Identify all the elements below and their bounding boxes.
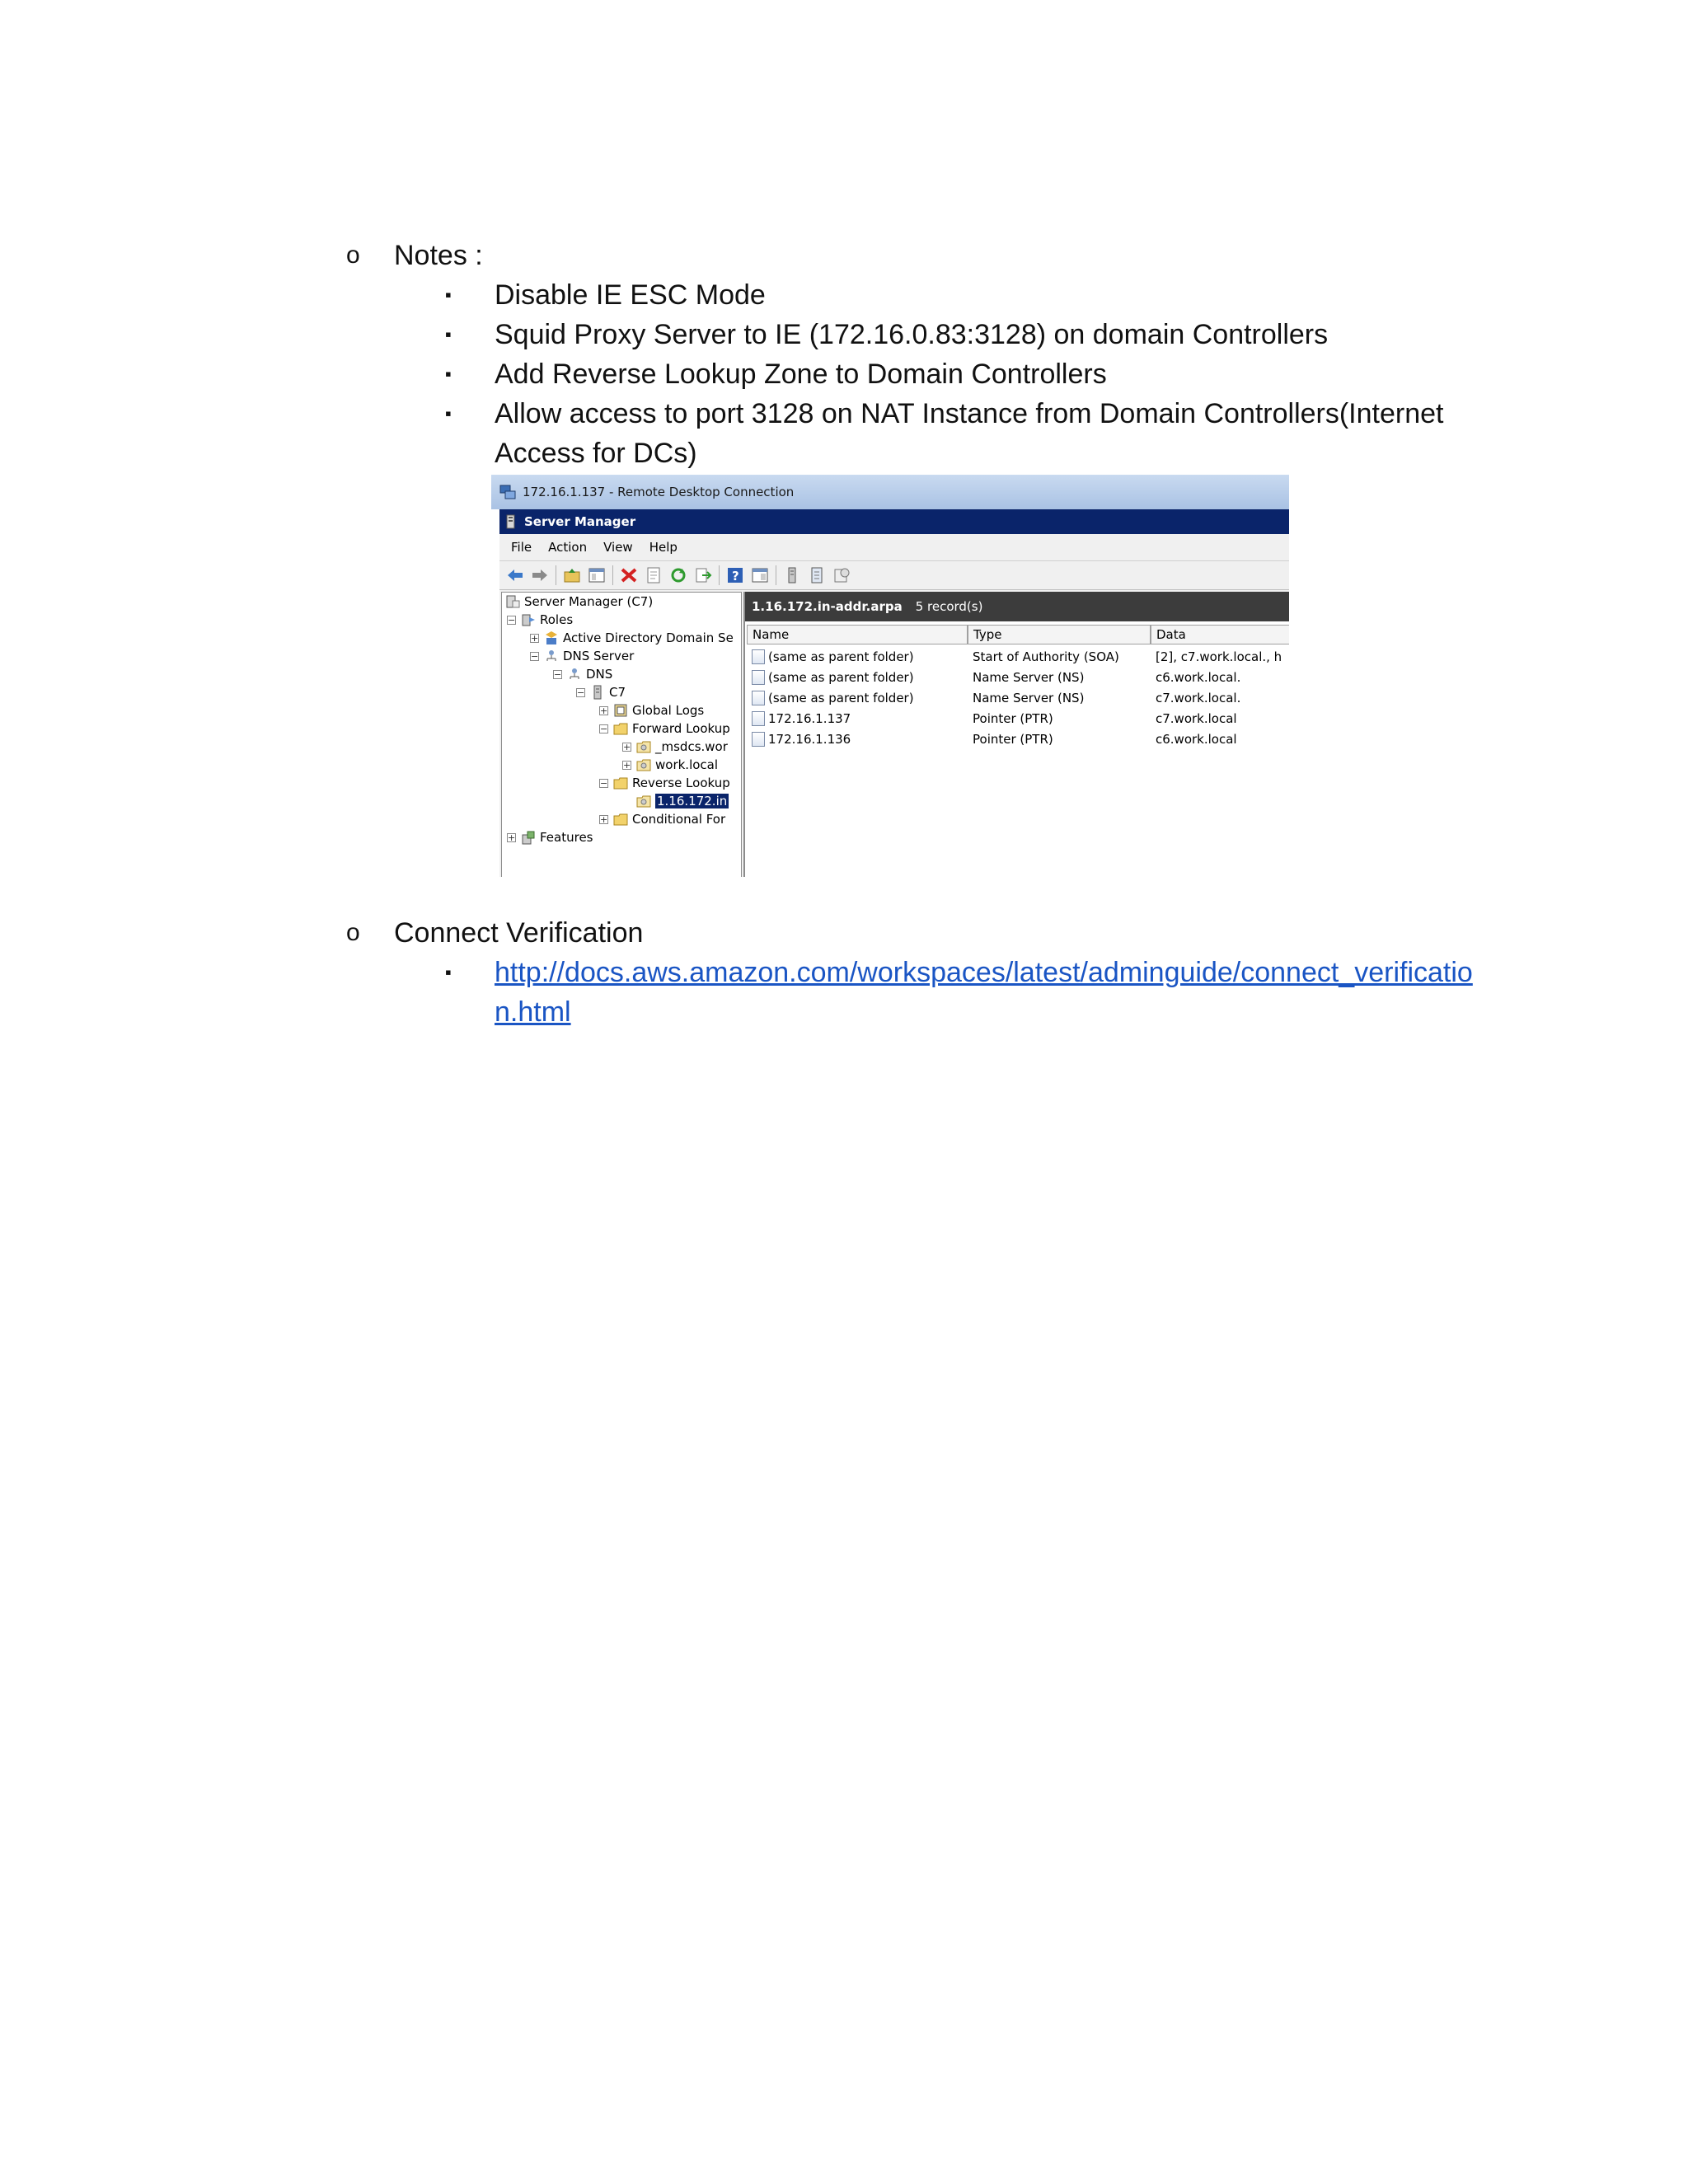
bullet: ▪ <box>445 324 452 344</box>
tree-node-label-selected: 1.16.172.in <box>657 794 728 808</box>
zone-icon <box>636 794 651 808</box>
table-row[interactable] <box>745 708 1289 729</box>
collapse-toggle[interactable]: − <box>600 723 608 734</box>
note-item-text: Disable IE ESC Mode <box>495 279 766 311</box>
list-marker: o <box>346 241 360 269</box>
tree-node-conditional-forwarders[interactable] <box>599 810 725 828</box>
record-name: 172.16.1.137 <box>768 710 851 726</box>
record-name: (same as parent folder) <box>768 649 914 664</box>
dns-server-icon <box>544 649 559 663</box>
menu-bar <box>499 536 1289 559</box>
server-manager-titlebar <box>499 509 1289 534</box>
record-data: c7.work.local. <box>1156 690 1241 705</box>
action-pane-icon[interactable] <box>751 566 769 584</box>
tree-node-msdcs[interactable] <box>622 738 728 756</box>
svg-text:?: ? <box>732 569 739 583</box>
refresh-icon[interactable] <box>669 566 687 584</box>
column-header-data[interactable] <box>1151 625 1289 644</box>
tree-node-server-manager[interactable] <box>505 593 653 611</box>
server-icon[interactable] <box>783 566 801 584</box>
tree-node-reverse-zone[interactable] <box>622 792 729 810</box>
record-data: c6.work.local. <box>1156 669 1241 685</box>
column-label: Name <box>753 627 790 642</box>
tree-node-active-directory[interactable] <box>530 629 734 647</box>
column-header-type[interactable] <box>968 625 1151 644</box>
collapse-toggle[interactable]: − <box>577 687 585 698</box>
list-marker: o <box>346 919 360 946</box>
up-folder-icon[interactable] <box>563 566 581 584</box>
server-manager-icon <box>504 514 519 529</box>
note-item-text: Squid Proxy Server to IE (172.16.0.83:3128) on domain Controllers <box>495 319 1329 350</box>
export-list-icon[interactable] <box>694 566 712 584</box>
record-name: 172.16.1.136 <box>768 731 851 747</box>
console-tree <box>501 592 742 877</box>
column-label: Data <box>1156 627 1186 642</box>
tree-node-features[interactable] <box>507 828 593 846</box>
tree-node-label: Server Manager (C7) <box>524 594 654 609</box>
record-type: Start of Authority (SOA) <box>973 649 1119 664</box>
record-icon <box>752 670 765 685</box>
remote-desktop-icon <box>499 484 516 500</box>
tree-node-label: Active Directory Domain Se <box>563 630 734 645</box>
record-name: (same as parent folder) <box>768 690 914 705</box>
toolbar-divider <box>612 565 613 585</box>
record-data: c7.work.local <box>1156 710 1237 726</box>
zone-icon <box>636 757 651 772</box>
delete-icon[interactable] <box>620 566 638 584</box>
record-icon[interactable] <box>832 566 851 584</box>
tree-node-dns-server[interactable] <box>530 647 634 665</box>
record-icon <box>752 691 765 705</box>
tree-node-label: _msdcs.wor <box>655 739 728 754</box>
tree-node-forward-lookup[interactable] <box>599 719 730 738</box>
expand-toggle[interactable]: + <box>600 813 608 825</box>
table-row[interactable] <box>745 667 1289 687</box>
note-item-text: Add Reverse Lookup Zone to Domain Controllers <box>495 359 1107 390</box>
features-icon <box>521 830 536 845</box>
toolbar-divider <box>719 565 720 585</box>
expand-toggle[interactable]: + <box>600 705 608 716</box>
menu-action[interactable]: Action <box>548 540 588 555</box>
tree-node-global-logs[interactable] <box>599 701 704 719</box>
rdp-titlebar <box>491 475 1289 509</box>
record-type: Name Server (NS) <box>973 690 1085 705</box>
help-icon[interactable] <box>726 566 744 584</box>
folder-icon <box>613 776 628 790</box>
record-icon <box>752 711 765 726</box>
roles-icon <box>521 612 536 627</box>
app-title: Server Manager <box>524 514 636 529</box>
back-arrow-icon[interactable] <box>506 566 524 584</box>
results-header <box>745 592 1289 621</box>
tree-node-roles[interactable] <box>507 611 573 629</box>
properties-icon[interactable] <box>645 566 663 584</box>
rdp-title-text: 172.16.1.137 - Remote Desktop Connection <box>523 485 795 499</box>
bullet: ▪ <box>445 962 452 982</box>
collapse-toggle[interactable]: − <box>531 650 539 662</box>
note-item-text: Allow access to port 3128 on NAT Instance from Domain Controllers(Internet Access for DCs) <box>495 398 1444 469</box>
tree-node-label: Conditional For <box>632 812 726 827</box>
bullet: ▪ <box>445 363 452 384</box>
zone-icon <box>636 739 651 754</box>
expand-toggle[interactable]: + <box>508 832 516 843</box>
tree-node-label: DNS <box>586 667 613 682</box>
notes-label: Notes : <box>394 240 483 271</box>
tree-node-dns[interactable] <box>553 665 612 683</box>
collapse-toggle[interactable]: − <box>508 614 516 626</box>
server-manager-icon <box>505 594 520 609</box>
menu-view[interactable]: View <box>603 540 633 555</box>
connect-verification-link[interactable]: http://docs.aws.amazon.com/workspaces/latest/adminguide/connect_verification.html <box>495 957 1473 1028</box>
forward-arrow-icon[interactable] <box>531 566 549 584</box>
column-header-name[interactable] <box>747 625 968 644</box>
connect-label: Connect Verification <box>394 917 644 949</box>
tree-node-reverse-lookup[interactable] <box>599 774 730 792</box>
collapse-toggle[interactable]: − <box>600 777 608 789</box>
table-row[interactable] <box>745 687 1289 708</box>
record-icon <box>752 649 765 664</box>
tree-node-label: Global Logs <box>632 703 705 718</box>
server-icon <box>590 685 605 700</box>
event-log-icon <box>613 703 628 718</box>
column-label: Type <box>973 627 1002 642</box>
menu-file[interactable]: File <box>511 540 532 555</box>
tree-node-work-local[interactable] <box>622 756 718 774</box>
tree-node-label: Features <box>540 830 593 845</box>
expand-toggle[interactable]: + <box>531 632 539 644</box>
server-manager-screenshot <box>491 475 1289 877</box>
bullet: ▪ <box>445 284 452 305</box>
tree-node-label: Roles <box>540 612 574 627</box>
record-count: 5 record(s) <box>915 599 983 614</box>
table-row[interactable] <box>745 646 1289 667</box>
tree-node-label: C7 <box>609 685 626 700</box>
show-hide-tree-icon[interactable] <box>588 566 606 584</box>
toolbar <box>499 560 1289 590</box>
record-type: Pointer (PTR) <box>973 710 1053 726</box>
tree-node-label: Reverse Lookup <box>632 776 730 790</box>
collapse-toggle[interactable]: − <box>554 668 562 680</box>
expand-toggle[interactable]: + <box>623 759 631 771</box>
zone-file-icon[interactable] <box>808 566 826 584</box>
tree-node-label: work.local <box>655 757 719 772</box>
table-row[interactable] <box>745 729 1289 749</box>
menu-help[interactable]: Help <box>649 540 678 555</box>
zone-name: 1.16.172.in-addr.arpa <box>752 599 903 614</box>
server-manager-window <box>499 509 1289 877</box>
record-type: Pointer (PTR) <box>973 731 1053 747</box>
bullet: ▪ <box>445 403 452 424</box>
active-directory-icon <box>544 630 559 645</box>
dns-icon <box>567 667 582 682</box>
folder-icon <box>613 721 628 736</box>
expand-toggle[interactable]: + <box>623 741 631 752</box>
tree-node-c7[interactable] <box>576 683 626 701</box>
folder-icon <box>613 812 628 827</box>
record-type: Name Server (NS) <box>973 669 1085 685</box>
tree-node-label: DNS Server <box>563 649 635 663</box>
record-name: (same as parent folder) <box>768 669 914 685</box>
results-pane <box>743 592 1289 877</box>
record-data: [2], c7.work.local., h <box>1156 649 1282 664</box>
tree-node-label: Forward Lookup <box>632 721 730 736</box>
record-data: c6.work.local <box>1156 731 1237 747</box>
record-icon <box>752 732 765 747</box>
